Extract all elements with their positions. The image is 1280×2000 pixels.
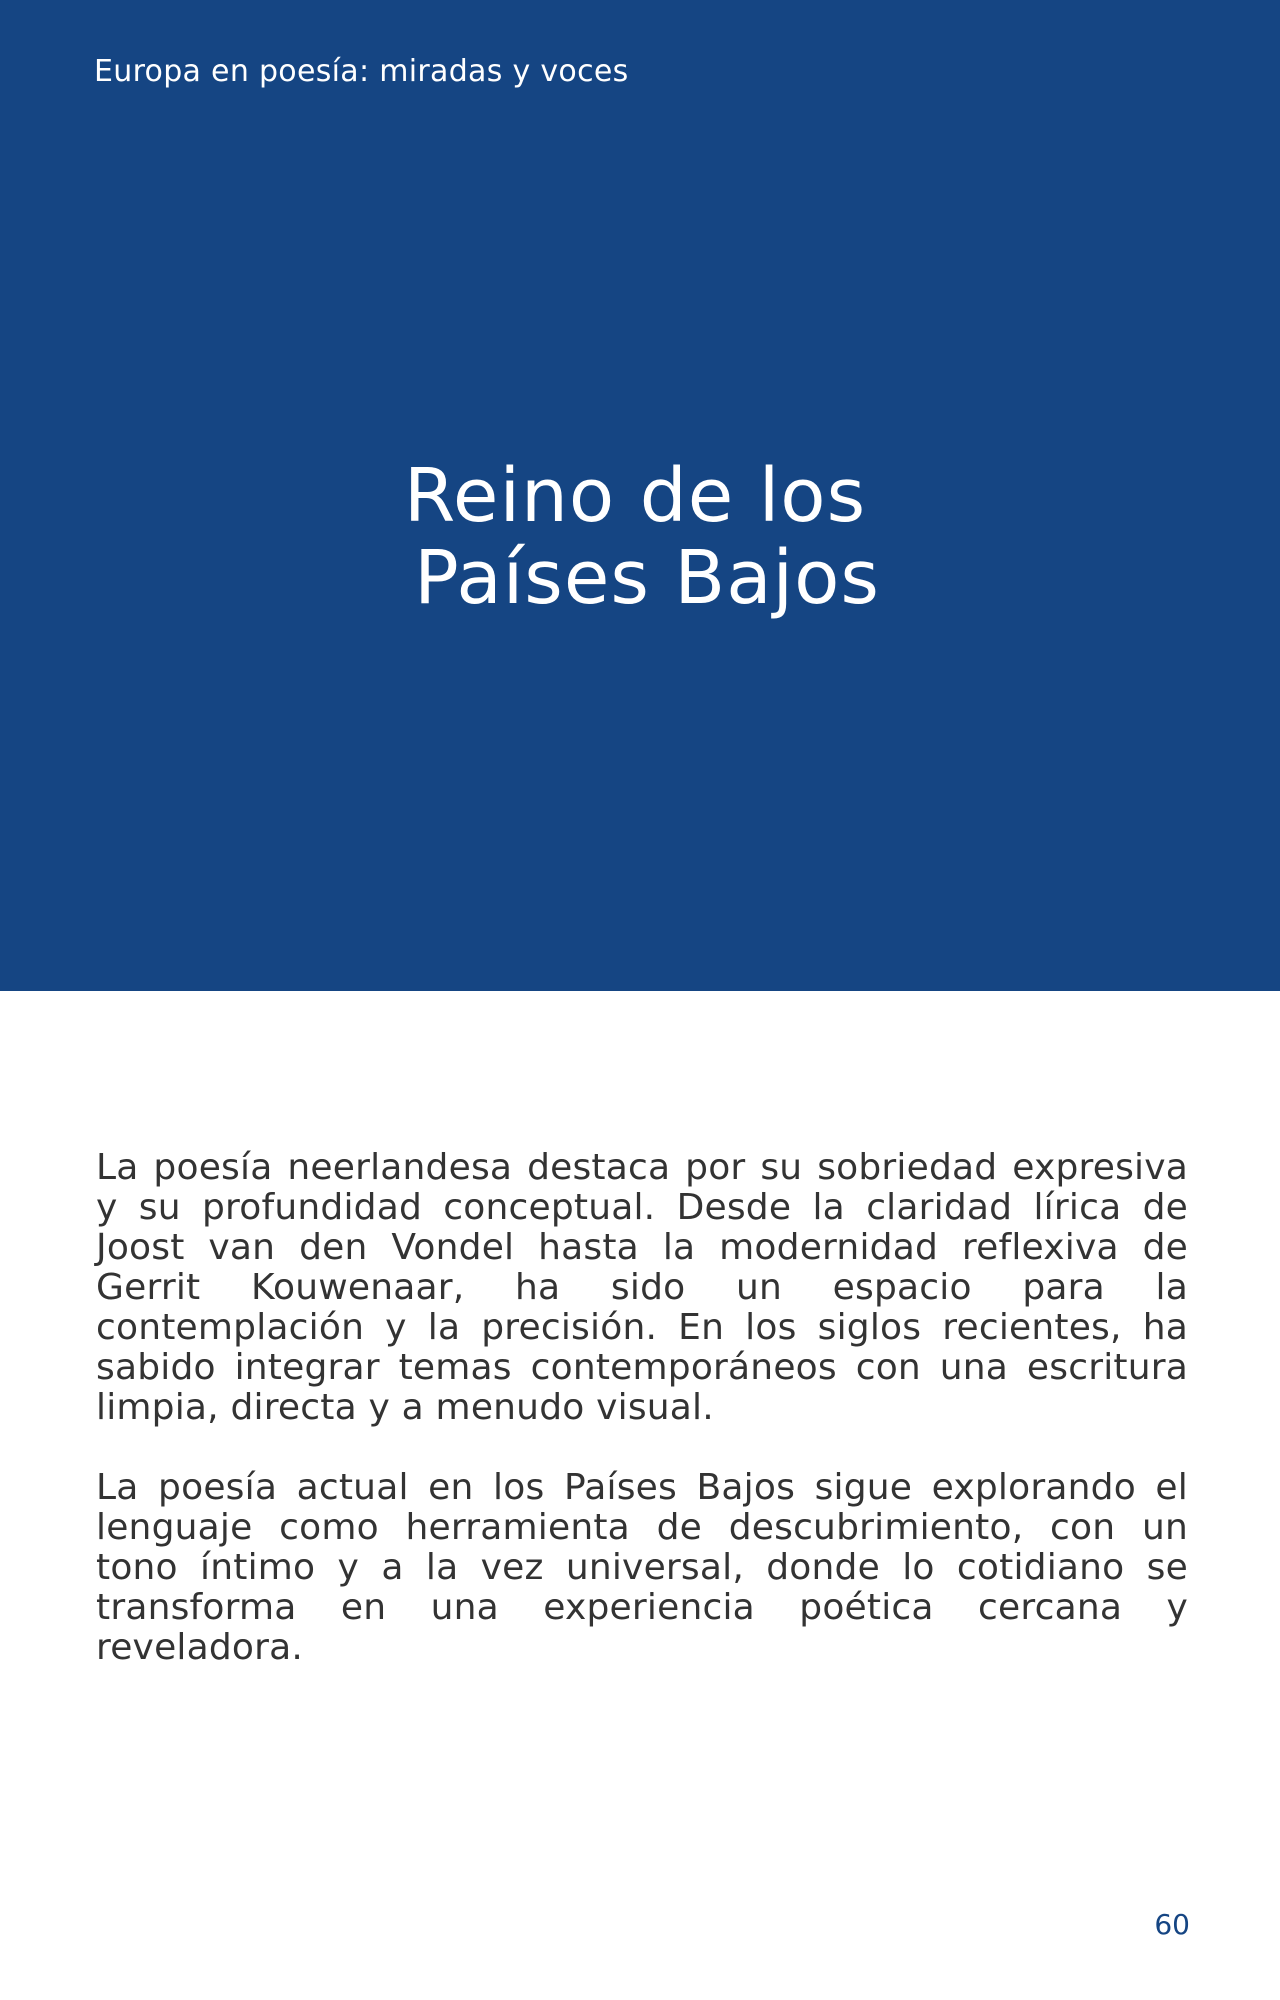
chapter-banner (0, 0, 1280, 991)
running-head: Europa en poesía: miradas y voces (94, 54, 629, 89)
chapter-title-line-1: Reino de los (403, 453, 867, 539)
body-text (96, 1148, 1188, 1708)
chapter-title-line-2: Países Bajos (414, 535, 880, 621)
body-paragraph: La poesía neerlandesa destaca por su sobriedad expresiva y su profundidad conceptual. Desde la claridad lírica de Joost van den Vondel hasta la modernidad reflexiva de Gerrit Kouwenaar, ha sido un espacio para la contemplación y la precisión. En los siglos recientes, ha sabido integrar temas contemporáneos con una escritura limpia, directa y a menudo visual. (96, 1147, 1188, 1428)
page-number: 60 (1154, 1908, 1190, 1941)
body-paragraph: La poesía actual en los Países Bajos sigue explorando el lenguaje como herramienta de descubrimiento, con un tono íntimo y a la vez universal, donde lo cotidiano se transforma en una experiencia poética cercana y reveladora. (96, 1467, 1188, 1668)
chapter-title (0, 455, 1280, 619)
